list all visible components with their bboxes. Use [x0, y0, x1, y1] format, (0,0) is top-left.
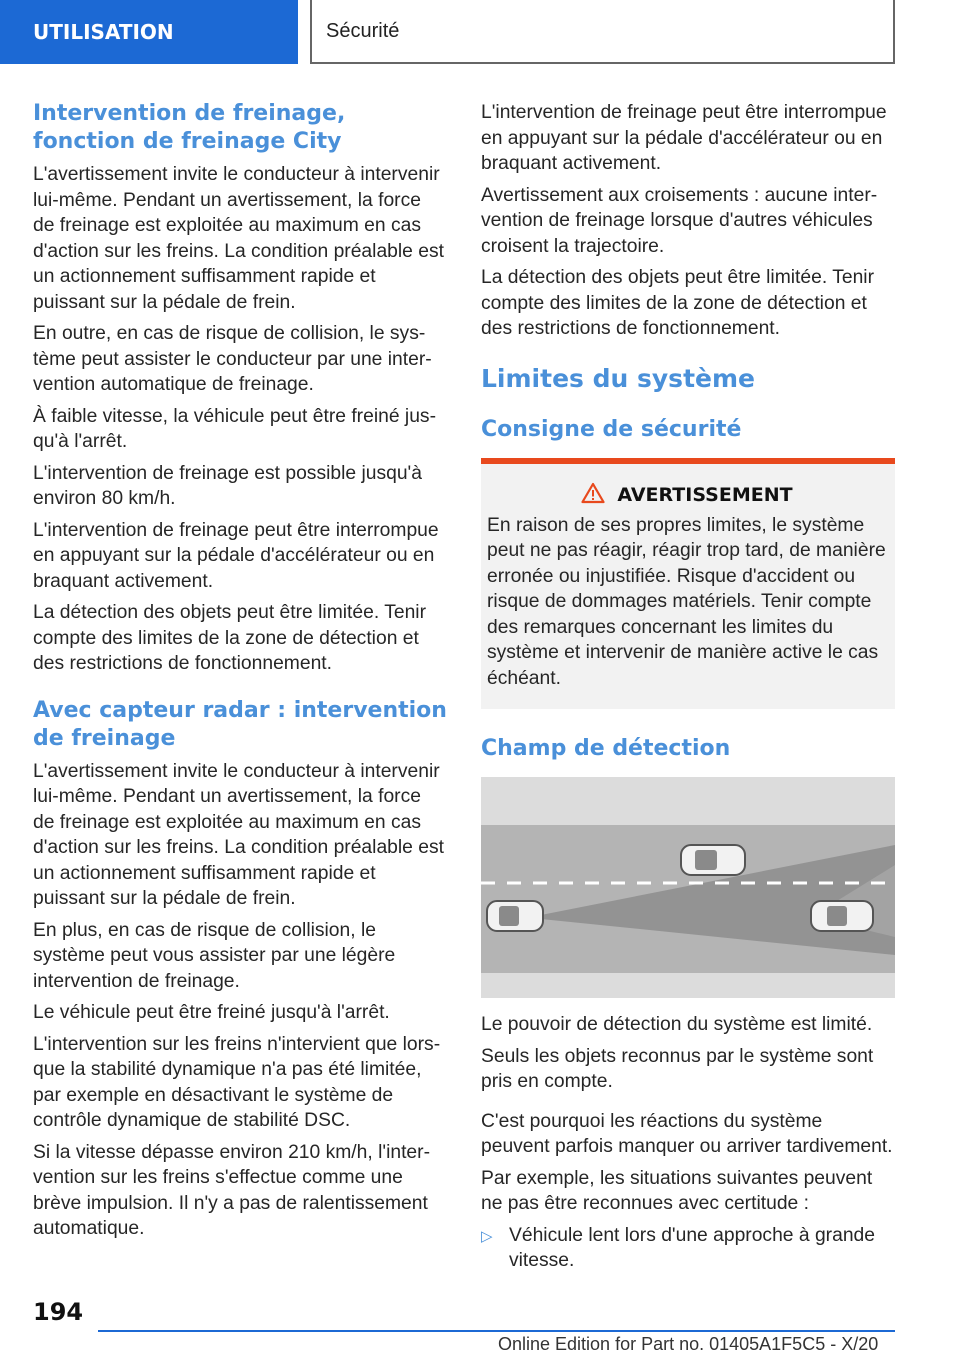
paragraph: Avertissement aux croisements : aucune intervention de freinage lorsque d'autres véhicules croisent la trajectoire.: [481, 184, 878, 257]
paragraph: L'intervention de freinage est possible jusqu'à environ 80 km/h.: [33, 462, 422, 509]
paragraph: En outre, en cas de risque de collision, le système peut assister le conducteur par une intervention automatique de freinage.: [33, 323, 432, 395]
paragraph: Si la vitesse dépasse environ 210 km/h, l'intervention sur les freins s'effectue comme une brève impulsion. Il n'y a pas de ralentissement automatique.: [33, 1141, 430, 1239]
chapter-tab[interactable]: [0, 0, 298, 64]
page-number: 194: [33, 1298, 84, 1326]
paragraph: La détection des objets peut être limitée. Tenir compte des limites de la zone de détection et des restrictions de fonctionnement.: [481, 267, 875, 339]
paragraph: L'avertissement invite le conducteur à intervenir lui-même. Pendant un avertissement, la force de freinage est exploitée au maximum en cas d'action sur les freins. La condition préalable est un actionnement suffisamment rapide et puissant sur la pédale de frein.: [33, 164, 444, 313]
paragraph: À faible vitesse, la véhicule peut être freiné jusqu'à l'arrêt.: [33, 405, 436, 452]
footer-divider: [98, 1330, 895, 1332]
chapter-label: UTILISATION: [33, 20, 174, 44]
section-label: Sécurité: [326, 19, 400, 42]
heading-radar-braking: Avec capteur radar : intervention de freinage: [33, 697, 447, 751]
detection-field-illustration: [481, 777, 895, 998]
list-item-text: Véhicule lent lors d'une approche à grande vitesse.: [509, 1224, 875, 1271]
heading-system-limits: Limites du système: [481, 363, 755, 393]
paragraph: C'est pourquoi les réactions du système peuvent parfois manquer ou arriver tardivement.: [481, 1110, 893, 1157]
heading-detection-field: Champ de détection: [481, 736, 731, 761]
car-icon: [487, 901, 543, 931]
warning-triangle-icon: [581, 482, 605, 509]
section-header: [310, 0, 895, 64]
heading-safety-note: Consigne de sécurité: [481, 416, 742, 442]
paragraph: Le véhicule peut être freiné jusqu'à l'arrêt.: [33, 1002, 390, 1023]
left-column: [33, 100, 447, 1248]
paragraph: Par exemple, les situations suivantes peuvent ne pas être reconnues avec certitude :: [481, 1167, 873, 1214]
footer-edition: Online Edition for Part no. 01405A1F5C5 - X/20: [498, 1334, 879, 1354]
paragraph: L'intervention sur les freins n'intervient que lorsque la stabilité dynamique n'a pas été limitée, par exemple en désactivant le système de contrôle dynamique de stabilité DSC.: [33, 1033, 441, 1131]
paragraph: L'intervention de freinage peut être interrompue en appuyant sur la pédale d'accélérateur ou en braquant activement.: [481, 102, 887, 174]
paragraph: L'intervention de freinage peut être interrompue en appuyant sur la pédale d'accélérateur ou en braquant activement.: [33, 519, 439, 592]
warning-text: En raison de ses propres limites, le système peut ne pas réagir, réagir trop tard, de manière erronée ou injustifiée. Risque d'accident ou risque de dommages matériels. Tenir compte des remarques concernant les limites du système et intervenir de manière active le cas échéant.: [487, 514, 886, 689]
paragraph: L'avertissement invite le conducteur à intervenir lui-même. Pendant un avertissement, la force de freinage est exploitée au maximum en cas d'action sur les freins. La condition préalable est un actionnement suffisamment rapide et puissant sur la pédale de frein.: [33, 760, 444, 909]
triangle-bullet-icon: ▷: [481, 1227, 493, 1245]
heading-city-braking: Intervention de freinage, fonction de freinage City: [33, 101, 346, 154]
paragraph: Seuls les objets reconnus par le système sont pris en compte.: [481, 1045, 874, 1092]
list-item: [481, 1223, 895, 1280]
warning-title: [487, 482, 887, 509]
paragraph: En plus, en cas de risque de collision, le système peut vous assister par une légère intervention de freinage.: [33, 919, 396, 992]
warning-label: AVERTISSEMENT: [617, 484, 793, 506]
paragraph: Le pouvoir de détection du système est limité.: [481, 1014, 873, 1035]
right-column: [481, 100, 895, 1280]
warning-box: [481, 458, 895, 710]
paragraph: La détection des objets peut être limitée. Tenir compte des limites de la zone de détection et des restrictions de fonctionnement.: [33, 602, 427, 674]
car-icon: [811, 901, 873, 931]
car-icon: [681, 845, 745, 875]
